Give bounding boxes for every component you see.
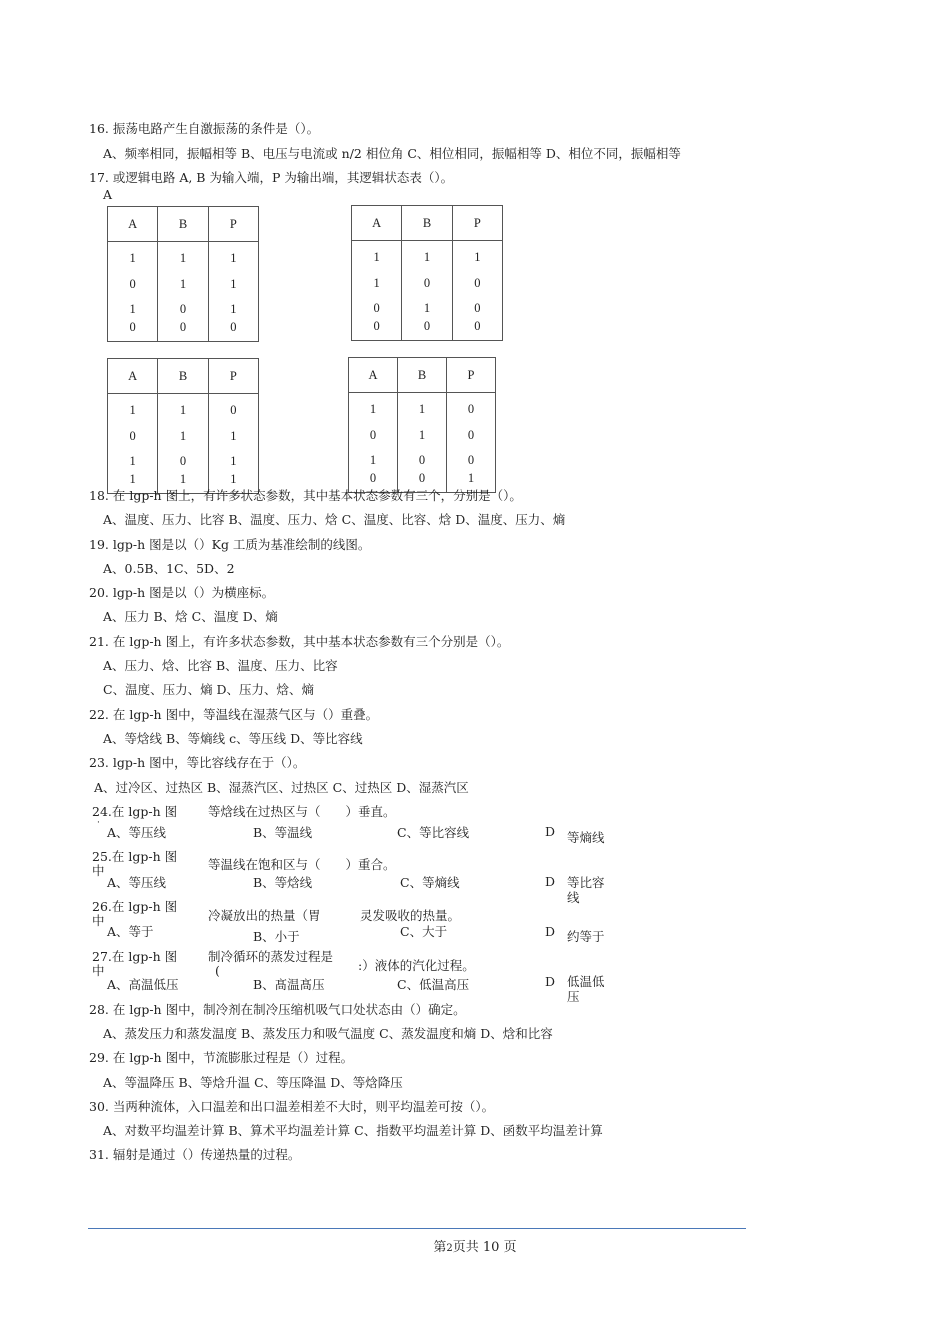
q24-option-d-letter: D [545,824,556,839]
q28-stem: 28. 在 lgp-h 图中，制冷剂在制冷压缩机吸气口处状态由（）确定。 [89,1002,466,1017]
q25-option-b: B、等焓线 [253,875,313,890]
q26-stem-a-clipped: 中 [92,913,105,928]
table-header: B [402,206,452,241]
q20-options: A、压力 B、焓 C、温度 D、熵 [103,609,278,624]
table-column-a: 1 0 1 1 [108,394,158,494]
q19-options: A、0.5B、1C、5D、2 [103,561,235,576]
q26-option-b: B、小于 [253,929,300,944]
q26-stem-b: 冷凝放出的热量（胃 [208,908,321,923]
q26-option-a: A、等于 [107,924,154,939]
q26-option-c: C、大于 [400,924,448,939]
table-header: B [158,207,208,242]
q25-stem-a-clipped: 中 [92,863,105,878]
q29-stem: 29. 在 lgp-h 图中，节流膨胀过程是（）过程。 [89,1050,354,1065]
table-column-a: 1 1 0 0 [352,241,402,341]
table-column-b: 1 1 0 0 [158,242,208,342]
q24-stem-b: 等焓线在过热区与（ ）垂直。 [208,804,396,819]
table-header: A [108,207,158,242]
table-header: B [398,358,447,393]
q21-options-line2: C、温度、压力、熵 D、压力、焓、熵 [103,682,315,697]
page-suffix: 页共 10 页 [452,1240,517,1255]
table-header: P [208,207,258,242]
q21-options-line1: A、压力、焓、比容 B、温度、压力、比容 [103,658,338,673]
q27-option-d-letter: D [545,974,556,989]
page-current: 2 [446,1243,453,1254]
table-column-b: 1 1 0 1 [158,394,208,494]
q22-options: A、等焓线 B、等熵线 c、等压线 D、等比容线 [103,731,363,746]
q24-stem-a: 24.在 lgp-h 图 [92,804,178,819]
q25-option-d-text-clipped: 线 [567,890,580,905]
table-column-p: 1 1 1 0 [208,242,258,342]
q19-stem: 19. lgp-h 图是以（）Kg 工质为基准绘制的线图。 [89,537,371,552]
table-header: P [452,206,502,241]
q28-options: A、蒸发压力和蒸发温度 B、蒸发压力和吸气温度 C、蒸发温度和熵 D、焓和比容 [103,1026,553,1041]
q25-option-c: C、等熵线 [400,875,460,890]
table-column-p: 1 0 0 0 [452,241,502,341]
table-header: A [352,206,402,241]
table-column-p: 0 0 0 1 [447,393,496,493]
q24-option-c: C、等比容线 [397,825,470,840]
q26-option-d-text: 约等于 [567,929,605,944]
q24-option-b: B、等温线 [253,825,313,840]
q17-stem: 17. 或逻辑电路 A, B 为输入端，P 为输出端，其逻辑状态表（）。 [89,170,454,185]
page-prefix: 第 [433,1240,447,1255]
q24-option-d-text: 等熵线 [567,830,605,845]
footer-rule [88,1228,746,1229]
q16-stem: 16. 振荡电路产生自激振荡的条件是（）。 [89,121,320,136]
table-column-p: 0 1 1 1 [208,394,258,494]
logic-table-c [107,358,259,494]
table-header: P [208,359,258,394]
q24-dot: · [97,818,100,828]
q29-options: A、等温降压 B、等焓升温 C、等压降温 D、等焓降压 [103,1075,403,1090]
q25-option-d-text: 等比容 [567,875,605,890]
q27-option-c: C、低温高压 [397,977,470,992]
table-header: P [447,358,496,393]
logic-table-b [351,205,503,341]
q22-stem: 22. 在 lgp-h 图中，等温线在湿蒸气区与（）重叠。 [89,707,379,722]
q18-stem: 18. 在 lgp-h 图上，有许多状态参数，其中基本状态参数有三个，分别是（）。 [89,488,522,503]
q25-option-a: A、等压线 [107,875,167,890]
q26-option-d-letter: D [545,924,556,939]
q21-stem: 21. 在 lgp-h 图上，有许多状态参数，其中基本状态参数有三个分别是（）。 [89,634,510,649]
q27-option-d-text-clipped: 压 [567,989,580,1004]
q16-options: A、频率相同，振幅相等 B、电压与电流或 n/2 相位角 C、相位相同，振幅相等 D、相位不同，振幅相等 [103,146,681,161]
q27-option-d-text: 低温低 [567,974,605,989]
q23-stem: 23. lgp-h 图中，等比容线存在于（）。 [89,755,306,770]
logic-table-a [107,206,259,342]
q18-options: A、温度、压力、比容 B、温度、压力、焓 C、温度、比容、焓 D、温度、压力、熵 [103,512,566,527]
q27-stem-c: :）液体的汽化过程。 [358,958,475,973]
table-column-b: 1 0 1 0 [402,241,452,341]
q17-option-a-label: A [103,187,113,202]
q20-stem: 20. lgp-h 图是以（）为横座标。 [89,585,275,600]
q26-stem-c: 灵发吸收的热量。 [360,908,461,923]
table-header: B [158,359,208,394]
q24-option-a: A、等压线 [107,825,167,840]
q27-stem-b: 制冷循环的蒸发过程是 [208,949,334,964]
table-header: A [349,358,398,393]
q25-option-d-letter: D [545,874,556,889]
q30-stem: 30. 当两种流体，入口温差和出口温差相差不大时，则平均温差可按（）。 [89,1099,495,1114]
q30-options: A、对数平均温差计算 B、算术平均温差计算 C、指数平均温差计算 D、函数平均温差计算 [103,1123,603,1138]
q27-option-a: A、高温低压 [107,977,179,992]
table-column-b: 1 1 0 0 [398,393,447,493]
page-number [0,1240,950,1257]
q27-stem-a-clipped: 中 [92,963,105,978]
logic-table-d [348,357,496,493]
table-header: A [108,359,158,394]
q25-stem-a: 25.在 lgp-h 图 [92,849,178,864]
q31-stem: 31. 辐射是通过（）传递热量的过程。 [89,1147,301,1162]
q27-option-b: B、髙温髙压 [253,977,325,992]
q25-stem-b: 等温线在饱和区与（ ）重合。 [208,857,396,872]
q26-stem-a: 26.在 lgp-h 图 [92,899,178,914]
q27-stem-b-clipped: ( [215,963,220,978]
q23-options: A、过冷区、过热区 B、湿蒸汽区、过热区 C、过热区 D、湿蒸汽区 [94,780,469,795]
q27-stem-a: 27.在 lgp-h 图 [92,949,178,964]
table-column-a: 1 0 1 0 [108,242,158,342]
table-column-a: 1 0 1 0 [349,393,398,493]
